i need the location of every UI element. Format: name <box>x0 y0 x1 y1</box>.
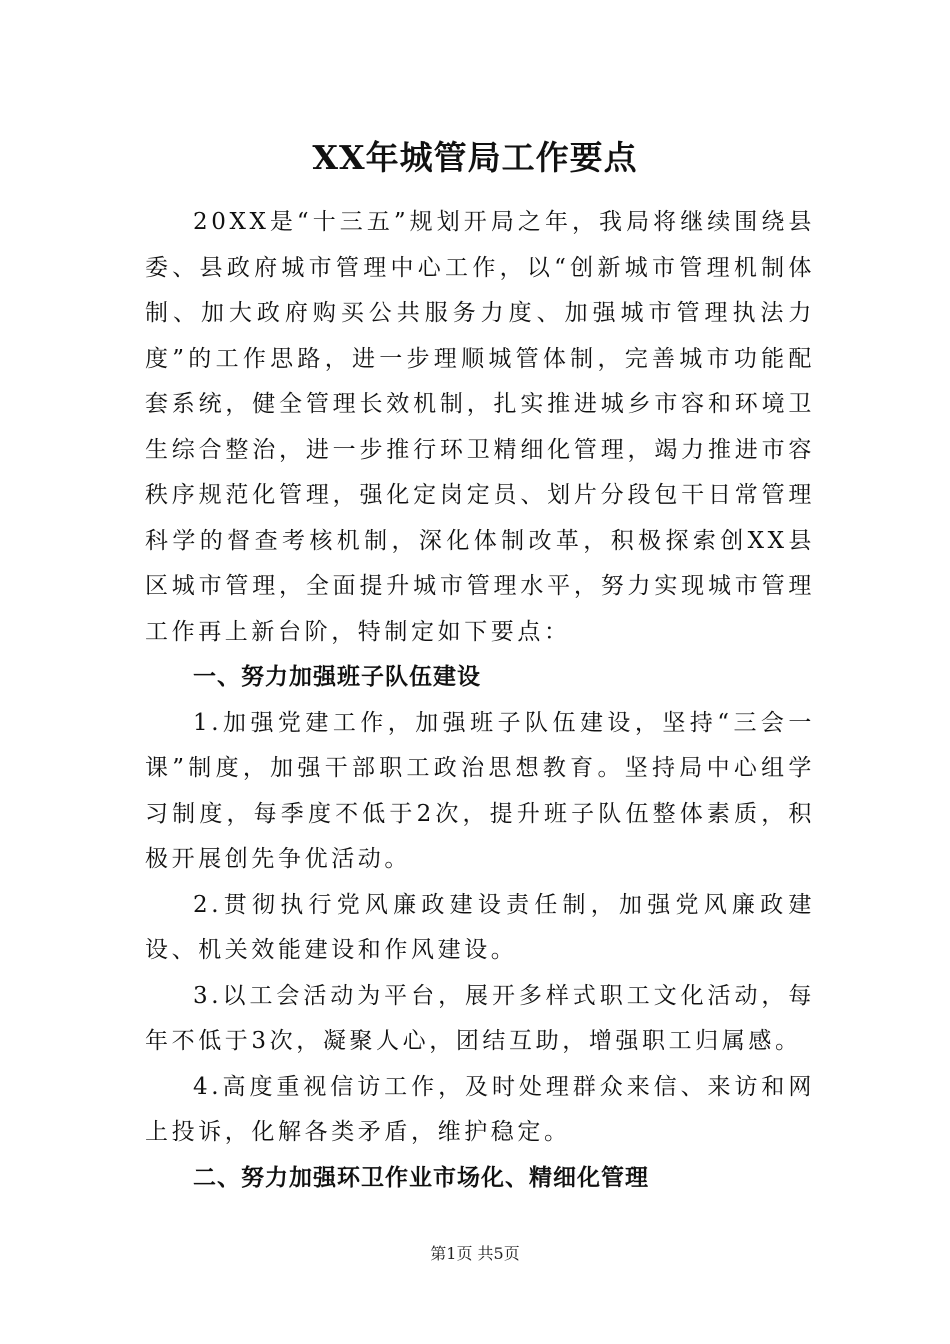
section1-item-4: 4.高度重视信访工作，及时处理群众来信、来访和网上投诉，化解各类矛盾，维护稳定。 <box>145 1073 815 1145</box>
section1-item-3: 3.以工会活动为平台，展开多样式职工文化活动，每年不低于3次，凝聚人心，团结互助，增强职工归属感。 <box>145 982 815 1054</box>
intro-paragraph: 20XX是“十三五”规划开局之年，我局将继续围绕县委、县政府城市管理中心工作，以“创新城市管理机制体制、加大政府购买公共服务力度、加强城市管理执法力度”的工作思路，进一步理顺城管体制，完善城市功能配套系统，健全管理长效机制，扎实推进城乡市容和环境卫生综合整治，进一步推行环卫精细化管理，竭力推进市容秩序规范化管理，强化定岗定员、划片分段包干日常管理科学的督查考核机制，深化体制改革，积极探索创XX县区城市管理，全面提升城市管理水平，努力实现城市管理工作再上新台阶，特制定如下要点： <box>145 209 815 645</box>
document-title: XX年城管局工作要点 <box>312 138 638 177</box>
document-body <box>145 200 815 1201</box>
section1-item-1: 1.加强党建工作，加强班子队伍建设，坚持“三会一课”制度，加强干部职工政治思想教育。坚持局中心组学习制度，每季度不低于2次，提升班子队伍整体素质，积极开展创先争优活动。 <box>145 709 815 872</box>
section-heading-1: 一、努力加强班子队伍建设 <box>193 664 481 690</box>
section1-item-2: 2.贯彻执行党风廉政建设责任制，加强党风廉政建设、机关效能建设和作风建设。 <box>145 891 815 963</box>
section-heading-2: 二、努力加强环卫作业市场化、精细化管理 <box>193 1164 649 1191</box>
page-footer: 第1页 共5页 <box>430 1244 520 1263</box>
